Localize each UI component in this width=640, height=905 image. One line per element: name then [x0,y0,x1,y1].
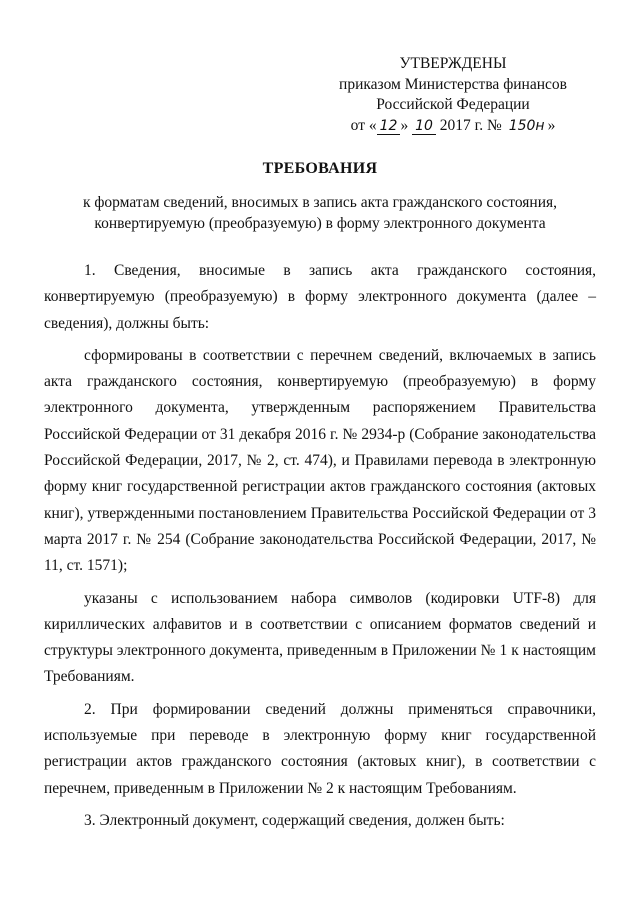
paragraph-2: сформированы в соответствии с перечнем сведений, включаемых в запись акта гражданского состояния, конвертируемую (преобразуемую) в форму электронного документа, утвержденным распоряжением Правительства Российской Федерации от 31 декабря 2016 г. № 2934-р (Собрание законодательства Российской Федерации, 2017, № 2, ст. 474), и Правилами перевода в электронную форму книг государственной регистрации актов гражданского состояния (актовых книг), утвержденными постановлением Правительства Российской Федерации от 3 марта 2017 г. № 254 (Собрание законодательства Российской Федерации, 2017, № 11, ст. 1571); [44,346,596,575]
document-body [44,258,596,840]
quote-close: » [400,116,409,134]
document-subtitle: к форматам сведений, вносимых в запись акта гражданского состояния, конвертируемую (преобразуемую) в форму электронного документа [82,194,558,232]
approval-stamp [318,54,588,136]
approval-ministry-line: Российской Федерации [376,96,530,113]
year-text: 2017 г. № [439,116,502,134]
handwritten-order-number: 150н [508,117,545,134]
paragraph-5: 3. Электронный документ, содержащий сведения, должен быть: [84,811,505,829]
approval-date-line [318,116,588,137]
approval-heading: УТВЕРЖДЕНЫ [399,55,507,72]
handwritten-day: 12 [377,118,401,135]
paragraph-4: 2. При формировании сведений должны применяться справочники, используемые при переводе в электронную форму книг государственной регистрации актов гражданского состояния (актовых книг), в соответствии с перечнем, приведенным в Приложении № 2 к настоящим Требованиям. [44,700,596,797]
document-title: ТРЕБОВАНИЯ [262,160,378,177]
date-prefix: от « [350,116,377,134]
handwritten-month: 10 [412,118,436,135]
approval-order-line: приказом Министерства финансов [339,75,567,93]
quote-end: » [547,116,556,134]
paragraph-1: 1. Сведения, вносимые в запись акта гражданского состояния, конвертируемую (преобразуемую) в форму электронного документа (далее – сведения), должны быть: [44,262,596,332]
paragraph-3: указаны с использованием набора символов (кодировки UTF-8) для кириллических алфавитов и в соответствии с описанием форматов сведений и структуры электронного документа, приведенным в Приложении № 1 к настоящим Требованиям. [44,589,596,686]
